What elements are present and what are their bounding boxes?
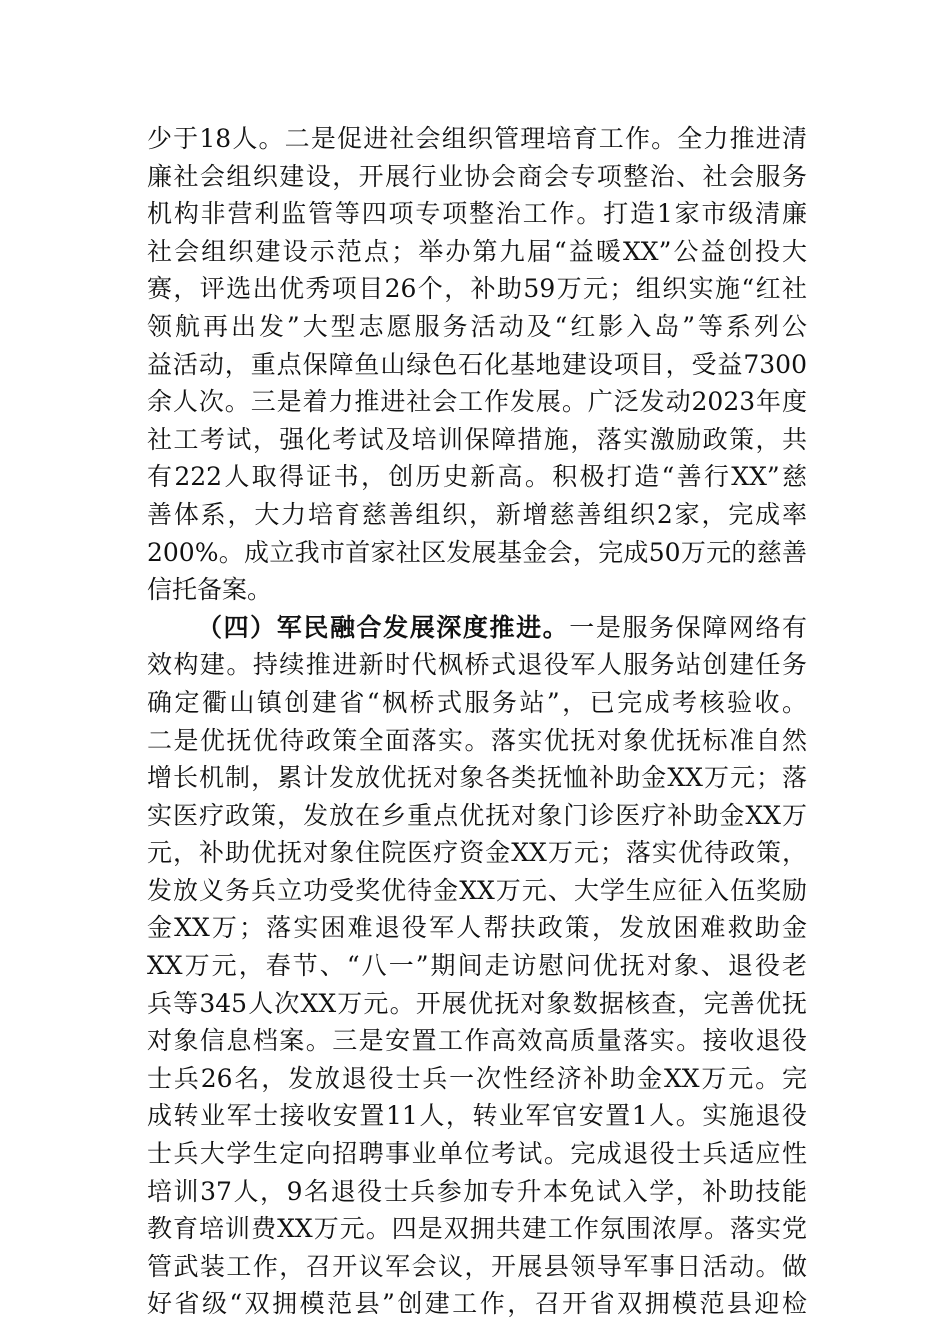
text-line: 兵等345人次XX万元。开展优抚对象数据核查，完善优抚 xyxy=(147,988,807,1018)
text-line: 士兵26名，发放退役士兵一次性经济补助金XX万元。完 xyxy=(147,1063,807,1093)
body-text xyxy=(147,120,807,1323)
text-line: 善体系，大力培育慈善组织，新增慈善组织2家，完成率 xyxy=(147,499,807,529)
text-line: 机构非营利监管等四项专项整治工作。打造1家市级清廉 xyxy=(147,199,807,229)
text-line: 余人次。三是着力推进社会工作发展。广泛发动2023年度 xyxy=(147,387,807,417)
text-line: 社会组织建设示范点；举办第九届“益暖XX”公益创投大 xyxy=(147,236,807,266)
text-line: 管武装工作，召开议军会议，开展县领导军事日活动。做 xyxy=(147,1251,807,1281)
text-line: 廉社会组织建设，开展行业协会商会专项整治、社会服务 xyxy=(147,161,807,191)
text-line: 少于18人。二是促进社会组织管理培育工作。全力推进清 xyxy=(147,124,807,153)
text-line: 社工考试，强化考试及培训保障措施，落实激励政策，共 xyxy=(147,424,807,454)
text-line: 信托备案。 xyxy=(147,575,273,605)
text-line: 好省级“双拥模范县”创建工作，召开省双拥模范县迎检 xyxy=(147,1289,807,1319)
text-line: 益活动，重点保障鱼山绿色石化基地建设项目，受益7300 xyxy=(147,349,807,379)
section-first-line-text: 一是服务保障网络有 xyxy=(569,612,807,642)
text-line: 金XX万；落实困难退役军人帮扶政策，发放困难救助金 xyxy=(147,913,807,943)
text-line: 确定衢山镇创建省“枫桥式服务站”，已完成考核验收。 xyxy=(147,687,807,717)
text-line: 效构建。持续推进新时代枫桥式退役军人服务站创建任务 xyxy=(147,650,807,680)
text-line: XX万元，春节、“八一”期间走访慰问优抚对象、退役老 xyxy=(147,951,807,981)
text-line: 200%。成立我市首家社区发展基金会，完成50万元的慈善 xyxy=(147,537,807,567)
text-line: 成转业军士接收安置11人，转业军官安置1人。实施退役 xyxy=(147,1101,807,1131)
text-line: 发放义务兵立功受奖优待金XX万元、大学生应征入伍奖励 xyxy=(147,875,807,905)
section-first-line xyxy=(147,609,807,647)
text-line: 士兵大学生定向招聘事业单位考试。完成退役士兵适应性 xyxy=(147,1139,807,1169)
text-line: 领航再出发”大型志愿服务活动及“红影入岛”等系列公 xyxy=(147,311,807,341)
text-line: 培训37人，9名退役士兵参加专升本免试入学，补助技能 xyxy=(147,1176,807,1206)
text-line: 增长机制，累计发放优抚对象各类抚恤补助金XX万元；落 xyxy=(147,763,807,793)
text-line: 对象信息档案。三是安置工作高效高质量落实。接收退役 xyxy=(147,1026,807,1056)
section-heading: （四）军民融合发展深度推进。 xyxy=(197,612,570,642)
text-line: 有222人取得证书，创历史新高。积极打造“善行XX”慈 xyxy=(147,462,807,492)
text-line: 赛，评选出优秀项目26个，补助59万元；组织实施“红社 xyxy=(147,274,807,304)
text-line: 实医疗政策，发放在乡重点优抚对象门诊医疗补助金XX万 xyxy=(147,800,807,830)
text-line: 二是优抚优待政策全面落实。落实优抚对象优抚标准自然 xyxy=(147,725,807,755)
text-line: 教育培训费XX万元。四是双拥共建工作氛围浓厚。落实党 xyxy=(147,1214,807,1244)
text-line: 元，补助优抚对象住院医疗资金XX万元；落实优待政策， xyxy=(147,838,807,868)
